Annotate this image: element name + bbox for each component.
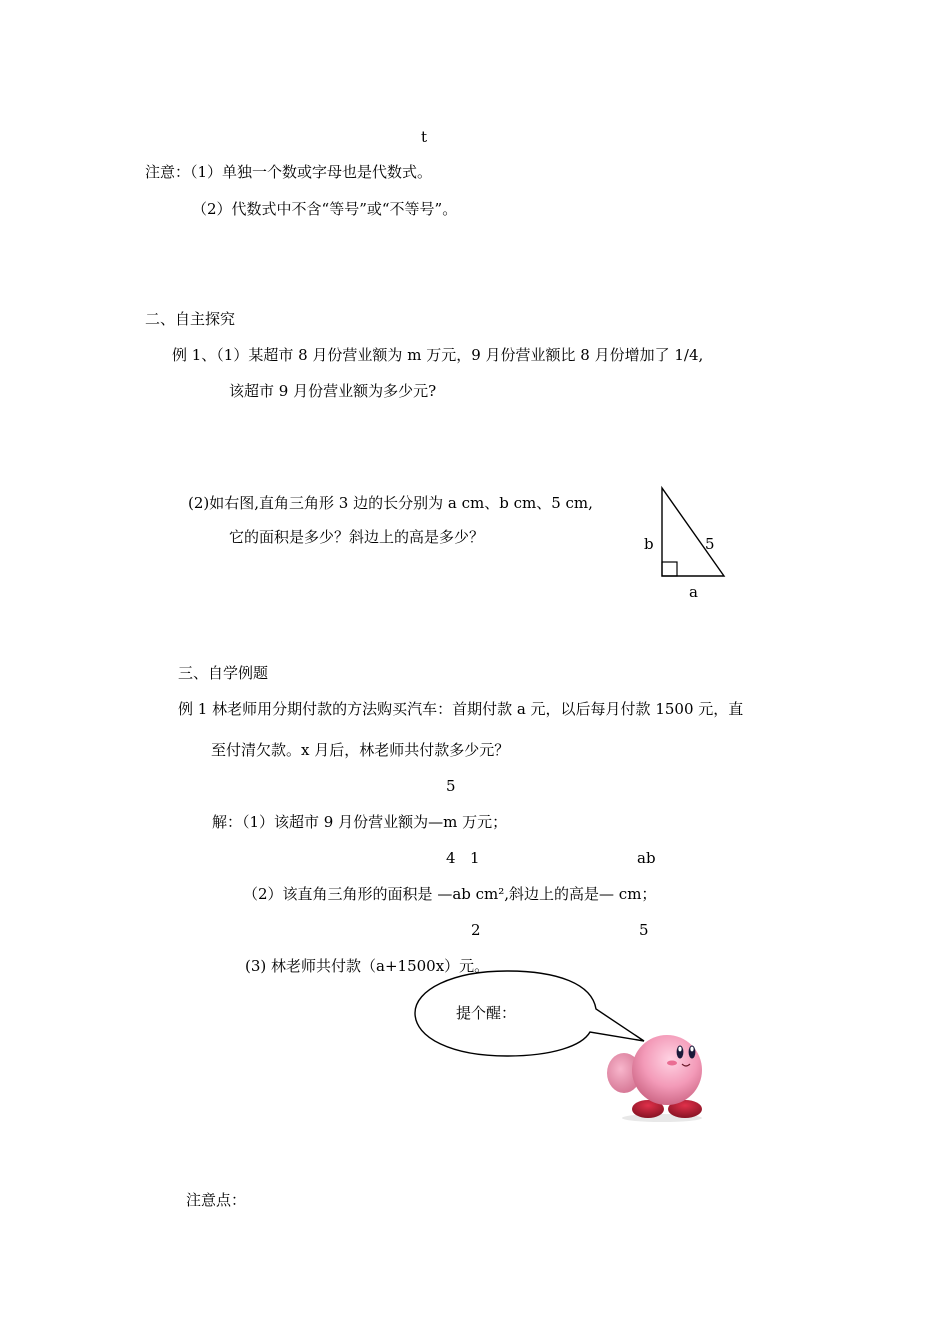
- section-2-heading: 二、自主探究: [145, 310, 236, 328]
- note-line-1: 注意：（1）单独一个数或字母也是代数式。: [145, 163, 433, 181]
- kirby-character-image: [602, 1025, 712, 1125]
- example-1-line-2: 该超市 9 月份营业额为多少元?: [229, 382, 437, 400]
- worked-example-line-1: 例 1 林老师用分期付款的方法购买汽车：首期付款 a 元，以后每月付款 1500 元，直: [178, 700, 744, 718]
- solution-3: (3) 林老师共付款（a+1500x）元。: [245, 957, 490, 975]
- example-2-line-1: (2)如右图,直角三角形 3 边的长分别为 a cm、b cm、5 cm,: [188, 494, 593, 512]
- solution-2-fraction-1-denominator: 2: [471, 921, 481, 939]
- solution-1-numerator: 5: [446, 777, 456, 795]
- triangle-label-b: b: [644, 535, 654, 553]
- top-letter: t: [421, 128, 428, 146]
- solution-1: 解：（1）该超市 9 月份营业额为—m 万元；: [212, 813, 508, 831]
- note-line-2: （2）代数式中不含“等号”或“不等号”。: [192, 200, 458, 218]
- solution-2-fraction-2-denominator: 5: [639, 921, 649, 939]
- speech-bubble-text: 提个醒：: [456, 1004, 517, 1022]
- example-1-line-1: 例 1、（1）某超市 8 月份营业额为 m 万元，9 月份营业额比 8 月份增加了 1/4,: [172, 346, 704, 364]
- solution-1-denominator: 4: [446, 849, 456, 867]
- triangle-outline: [662, 488, 724, 576]
- solution-2-fraction-2-numerator: ab: [637, 849, 656, 867]
- worked-example-line-2: 至付清欠款。x 月后，林老师共付款多少元？: [211, 741, 510, 759]
- section-3-heading: 三、自学例题: [178, 664, 269, 682]
- right-triangle-diagram: [655, 485, 735, 580]
- solution-2-fraction-1-numerator: 1: [470, 849, 480, 867]
- example-2-line-2: 它的面积是多少？斜边上的高是多少？: [229, 528, 485, 546]
- triangle-label-a: a: [689, 583, 698, 601]
- solution-2: （2）该直角三角形的面积是 —ab cm²,斜边上的高是— cm；: [243, 885, 657, 903]
- triangle-label-hypotenuse: 5: [705, 535, 715, 553]
- right-angle-marker: [662, 562, 677, 576]
- footer-note: 注意点：: [186, 1191, 247, 1209]
